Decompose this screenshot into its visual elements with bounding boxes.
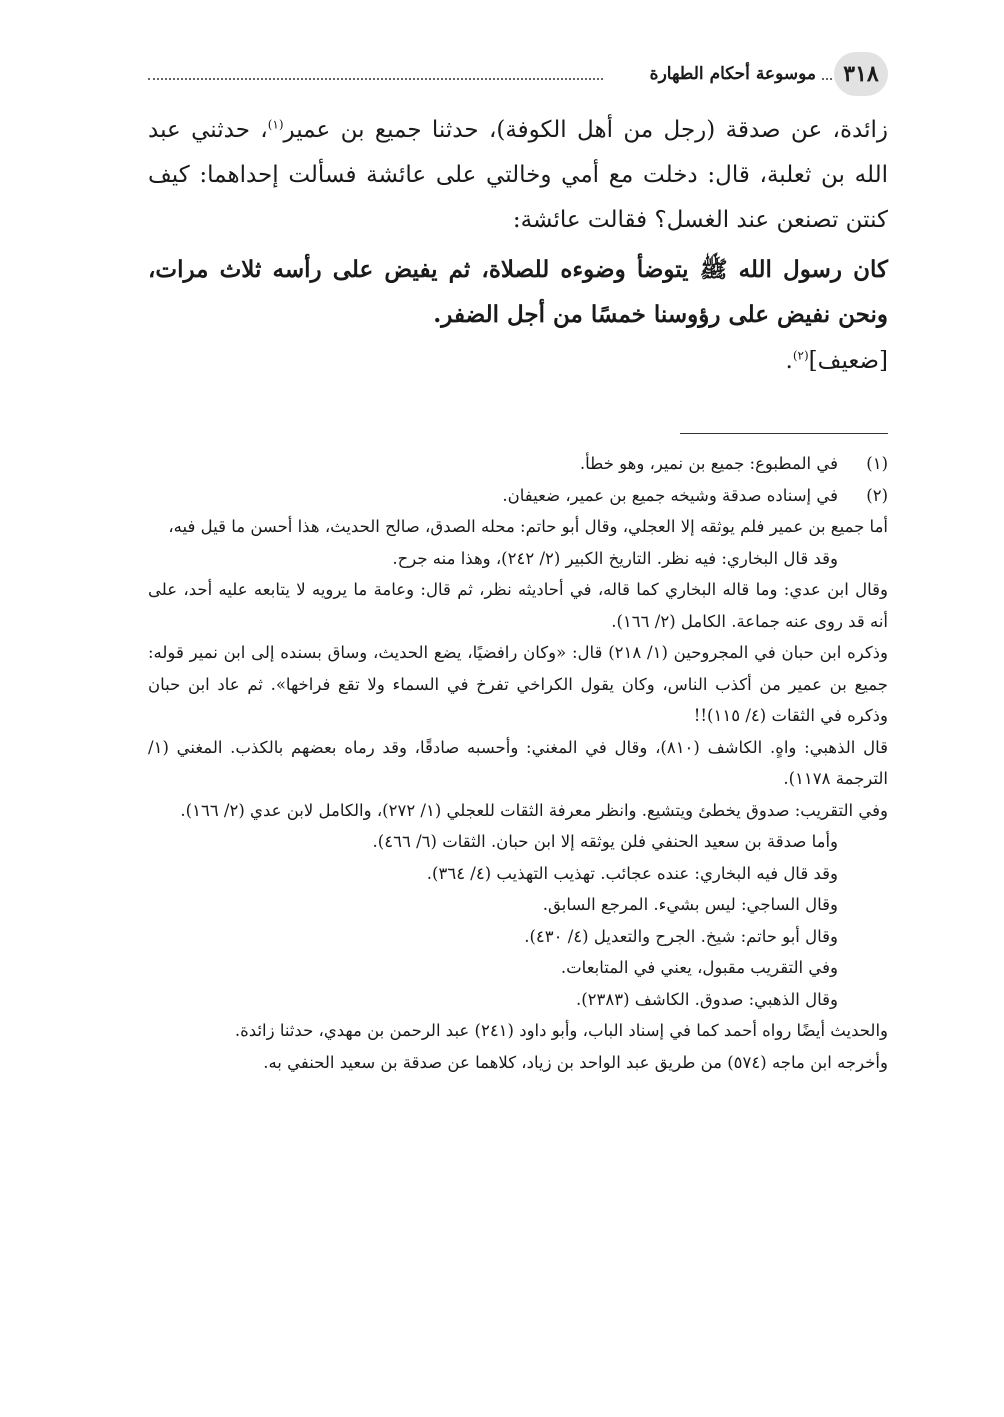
footnote-text: في إسناده صدقة وشيخه جميع بن عمير، ضعيفان.: [502, 485, 838, 505]
footnote-number: (١): [866, 454, 888, 473]
footnote-paragraph: وأما صدقة بن سعيد الحنفي فلن يوثقه إلا ابن حبان. الثقات (٦/ ٤٦٦).: [372, 832, 838, 851]
footnote-2-body: [148, 511, 888, 1078]
footnote-1: [148, 448, 888, 480]
grade-line: [148, 339, 888, 384]
footnote-paragraph: وقد قال فيه البخاري: عنده عجائب. تهذيب التهذيب (٤/ ٣٦٤).: [426, 863, 838, 883]
main-text: [148, 108, 888, 384]
footnote-paragraph: وقال ابن عدي: وما قاله البخاري كما قاله، في أحاديثه نظر، ثم قال: وعامة ما يرويه لا يتابعه عليه أحد، على أنه قد روى عنه جماعة. الكامل (٢/ ١٦٦).: [148, 580, 888, 631]
footnote-paragraph: وقد قال البخاري: فيه نظر. التاريخ الكبير (٢/ ٢٤٢)، وهذا منه جرح.: [392, 548, 838, 568]
footnote-paragraph: وفي التقريب مقبول، يعني في المتابعات.: [560, 958, 838, 977]
body-paragraph: [148, 108, 888, 243]
footnote-paragraph: وقال الذهبي: صدوق. الكاشف (٢٣٨٣).: [575, 989, 838, 1009]
footnote-paragraph: وقال أبو حاتم: شيخ. الجرح والتعديل (٤/ ٤٣٠).: [524, 926, 838, 946]
header-dotted-rule-left: [148, 78, 603, 80]
footnote-ref-1[interactable]: (١): [267, 117, 284, 132]
footnote-paragraph: قال الذهبي: واهٍ. الكاشف (٨١٠)، وقال في المغني: وأحسبه صادقًا، وقد رماه بعضهم بالكذب. المغني (١/ الترجمة ١١٧٨).: [148, 737, 888, 788]
footnote-ref-2[interactable]: (٢): [792, 348, 809, 363]
footnote-paragraph: أما جميع بن عمير فلم يوثقه إلا العجلي، وقال أبو حاتم: محله الصدق، صالح الحديث، هذا أحسن ما قيل فيه،: [168, 517, 888, 536]
footnote-paragraph: وأخرجه ابن ماجه (٥٧٤) من طريق عبد الواحد بن زياد، كلاهما عن صدقة بن سعيد الحنفي به.: [263, 1052, 888, 1072]
grade-label: [ضعيف]: [808, 348, 888, 374]
body-text: زائدة، عن صدقة (رجل من أهل الكوفة)، حدثنا جميع بن عمير: [283, 117, 888, 143]
hadith-text: كان رسول الله ﷺ يتوضأ وضوءه للصلاة، ثم يفيض على رأسه ثلاث مرات، ونحن نفيض على رؤوسنا خمسًا من أجل الضفر.: [148, 256, 888, 328]
footnote-paragraph: والحديث أيضًا رواه أحمد كما في إسناد الباب، وأبو داود (٢٤١) عبد الرحمن بن مهدي، حدثنا زائدة.: [234, 1021, 888, 1040]
footnote-2: [148, 480, 888, 512]
body-text: ، حدثني عبد الله بن ثعلبة، قال: دخلت مع أمي وخالتي على عائشة فسألت إحداهما: كيف كنتن تصنعن عند الغسل؟ فقالت عائشة:: [148, 117, 888, 233]
running-title: موسوعة أحكام الطهارة: [644, 52, 822, 96]
header-dotted-rule-right: [822, 78, 832, 80]
grade-end: .: [785, 348, 793, 374]
footnote-text: في المطبوع: جميع بن نمير، وهو خطأ.: [579, 454, 838, 473]
page-number-badge: ٣١٨: [834, 52, 888, 96]
footnote-paragraph: وفي التقريب: صدوق يخطئ ويتشيع. وانظر معرفة الثقات للعجلي (١/ ٢٧٢)، والكامل لابن عدي (٢/ ١٦٦).: [180, 800, 888, 820]
footnote-separator: [680, 433, 888, 434]
footnote-number: (٢): [866, 485, 888, 505]
footnote-paragraph: وقال الساجي: ليس بشيء. المرجع السابق.: [542, 895, 838, 914]
footnotes: [148, 448, 888, 1078]
footnote-paragraph: وذكره ابن حبان في المجروحين (١/ ٢١٨) قال: «وكان رافضيًا، يضع الحديث، وساق بسنده إلى ابن نمير قوله: جميع بن عمير من أكذب الناس، وكان يقول الكراخي تفرخ في السماء ولا تقع فراخها». ثم عاد ابن حبان وذكره في الثقات (٤/ ١١٥)!!: [148, 643, 889, 725]
page-header: [148, 52, 888, 96]
